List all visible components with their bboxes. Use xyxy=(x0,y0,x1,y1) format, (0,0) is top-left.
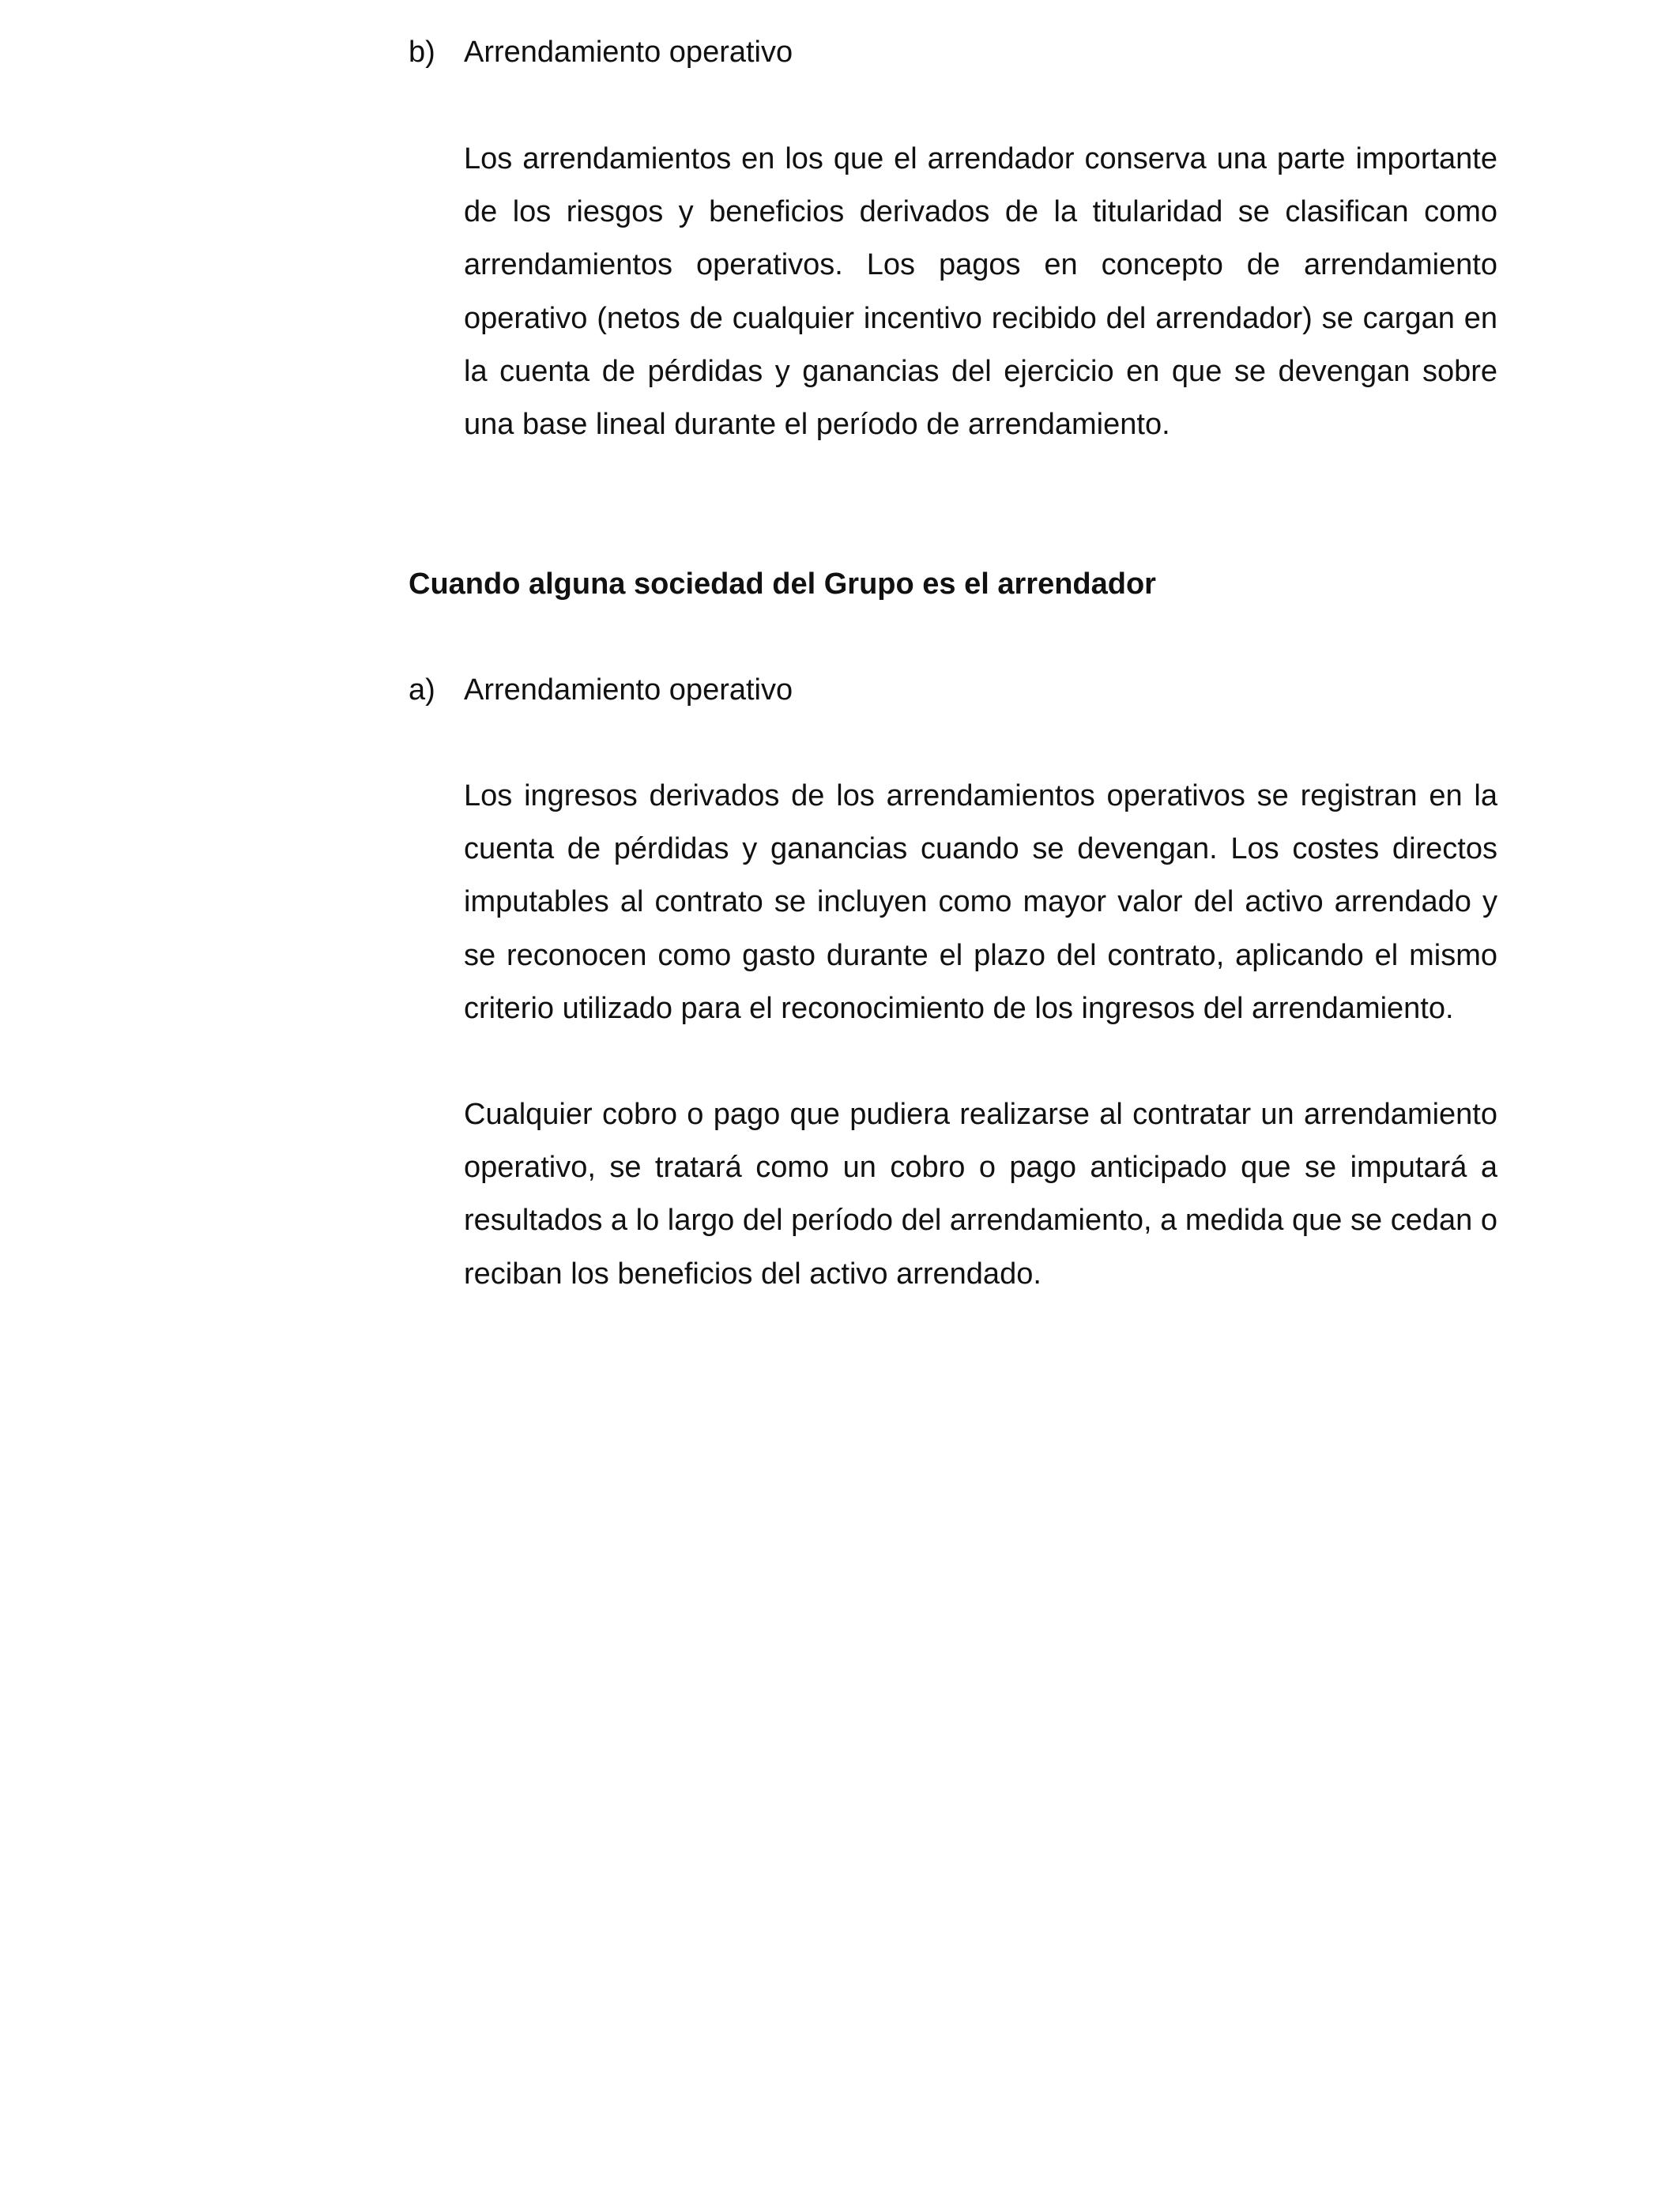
list-marker-a: a) xyxy=(409,673,435,707)
list-marker-b: b) xyxy=(409,36,435,69)
section-heading: Cuando alguna sociedad del Grupo es el arrendador xyxy=(409,567,1156,601)
paragraph-operating-lease-income: Los ingresos derivados de los arrendamientos operativos se registran en la cuenta de pérdidas y ganancias cuando se devengan. Los costes directos imputables al contrato se incluyen como mayor valor del activo arrendado y se reconocen como gasto durante el plazo del contrato, aplicando el mismo criterio utilizado para el reconocimiento de los ingresos del arrendamiento. xyxy=(464,779,1497,1025)
list-item-b xyxy=(409,26,1505,79)
paragraph-operating-lease-lessee: Los arrendamientos en los que el arrendador conserva una parte importante de los riesgos y beneficios derivados de la titularidad se clasifican como arrendamientos operativos. Los pagos en concepto de arrendamiento operativo (netos de cualquier incentivo recibido del arrendador) se cargan en la cuenta de pérdidas y ganancias del ejercicio en que se devengan sobre una base lineal durante el período de arrendamiento. xyxy=(464,142,1497,442)
list-item-a-title: Arrendamiento operativo xyxy=(464,673,793,707)
paragraph-collection-payment: Cualquier cobro o pago que pudiera realizarse al contratar un arrendamiento operativo, se tratará como un cobro o pago anticipado que se imputará a resultados a lo largo del período del arrendamiento, a medida que se cedan o reciban los beneficios del activo arrendado. xyxy=(464,1098,1497,1291)
section-heading-block xyxy=(409,558,1505,611)
list-item-a xyxy=(409,664,1505,717)
list-item-b-title: Arrendamiento operativo xyxy=(464,36,793,69)
